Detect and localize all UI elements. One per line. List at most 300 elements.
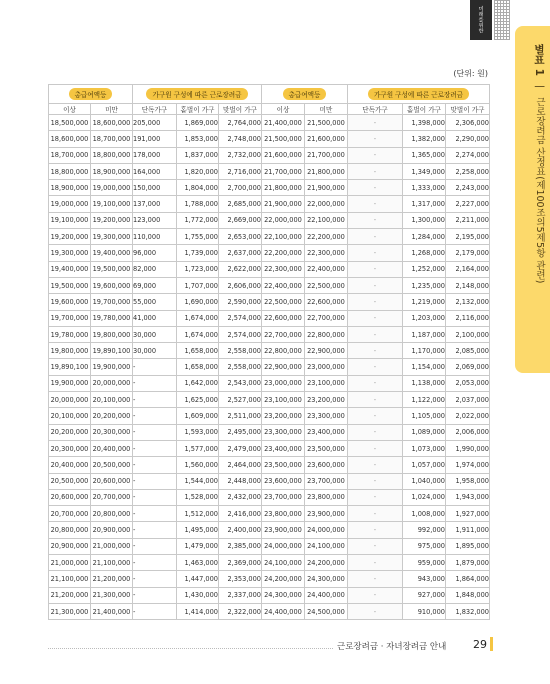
cell-income-below-right: 22,500,000 [305, 277, 348, 293]
group-benefit-left-label: 가구원 구성에 따른 근로장려금 [146, 88, 247, 100]
table-row [49, 359, 490, 375]
cell-single-right: - [348, 506, 403, 522]
cell-income-below: 19,300,000 [91, 229, 133, 245]
cell-income-below: 19,400,000 [91, 245, 133, 261]
cell-single: 123,000 [133, 212, 177, 228]
cell-income-above-right: 23,300,000 [262, 424, 305, 440]
cell-income-below-right: 24,000,000 [305, 522, 348, 538]
cell-income-above-right: 22,000,000 [262, 212, 305, 228]
cell-income-above-right: 24,300,000 [262, 587, 305, 603]
cell-single: - [133, 538, 177, 554]
corner-logo [470, 0, 492, 40]
cell-income-below: 20,200,000 [91, 408, 133, 424]
cell-income-below: 20,600,000 [91, 473, 133, 489]
cell-single-right: - [348, 457, 403, 473]
cell-single-right: - [348, 261, 403, 277]
cell-single-right: - [348, 522, 403, 538]
table-row [49, 424, 490, 440]
cell-income-below: 20,500,000 [91, 457, 133, 473]
cell-income-above-right: 23,600,000 [262, 473, 305, 489]
cell-income-above: 19,780,000 [49, 326, 91, 342]
cell-single-earner-right: 1,349,000 [403, 163, 446, 179]
cell-single-earner: 1,658,000 [177, 343, 219, 359]
cell-income-above: 19,600,000 [49, 294, 91, 310]
cell-income-below: 19,600,000 [91, 277, 133, 293]
cell-dual-earner: 2,606,000 [219, 277, 262, 293]
cell-single: - [133, 587, 177, 603]
col-header-single-earner-right: 홑벌이 가구 [403, 104, 446, 115]
cell-dual-earner: 2,527,000 [219, 392, 262, 408]
cell-income-below: 19,500,000 [91, 261, 133, 277]
cell-dual-earner-right: 2,306,000 [446, 115, 490, 131]
table-row [49, 603, 490, 619]
cell-dual-earner-right: 2,069,000 [446, 359, 490, 375]
table-row [49, 131, 490, 147]
cell-income-above: 20,500,000 [49, 473, 91, 489]
table-row [49, 212, 490, 228]
group-income-right [262, 85, 348, 104]
cell-single-earner: 1,837,000 [177, 147, 219, 163]
table-row [49, 310, 490, 326]
cell-dual-earner: 2,511,000 [219, 408, 262, 424]
col-header-single-right: 단독가구 [348, 104, 403, 115]
cell-income-below-right: 23,400,000 [305, 424, 348, 440]
col-header-below: 미만 [91, 104, 133, 115]
cell-dual-earner-right: 2,132,000 [446, 294, 490, 310]
cell-income-below: 19,000,000 [91, 180, 133, 196]
cell-income-above-right: 21,900,000 [262, 196, 305, 212]
cell-income-below: 18,800,000 [91, 147, 133, 163]
cell-single-earner: 1,674,000 [177, 310, 219, 326]
cell-income-below-right: 21,700,000 [305, 147, 348, 163]
table-row [49, 196, 490, 212]
cell-single-earner-right: 1,398,000 [403, 115, 446, 131]
table-row [49, 440, 490, 456]
cell-dual-earner: 2,622,000 [219, 261, 262, 277]
cell-single: - [133, 473, 177, 489]
cell-dual-earner-right: 1,958,000 [446, 473, 490, 489]
cell-income-above-right: 22,200,000 [262, 245, 305, 261]
cell-single-earner-right: 1,317,000 [403, 196, 446, 212]
cell-single-right: - [348, 587, 403, 603]
cell-single-earner-right: 1,122,000 [403, 392, 446, 408]
cell-single: - [133, 555, 177, 571]
cell-income-below: 19,700,000 [91, 294, 133, 310]
table-row [49, 506, 490, 522]
cell-dual-earner: 2,543,000 [219, 375, 262, 391]
cell-income-below: 20,400,000 [91, 440, 133, 456]
cell-dual-earner: 2,764,000 [219, 115, 262, 131]
cell-income-above-right: 22,300,000 [262, 261, 305, 277]
cell-income-above: 20,000,000 [49, 392, 91, 408]
cell-single-right: - [348, 473, 403, 489]
corner-logo-text: 미래를위한 [477, 6, 484, 34]
cell-dual-earner-right: 1,943,000 [446, 489, 490, 505]
cell-single-earner: 1,707,000 [177, 277, 219, 293]
cell-single-right: - [348, 196, 403, 212]
cell-dual-earner: 2,353,000 [219, 571, 262, 587]
cell-single: 137,000 [133, 196, 177, 212]
cell-income-below-right: 22,900,000 [305, 343, 348, 359]
cell-single-right: - [348, 180, 403, 196]
cell-dual-earner: 2,558,000 [219, 343, 262, 359]
cell-income-above-right: 24,100,000 [262, 555, 305, 571]
cell-income-below-right: 23,000,000 [305, 359, 348, 375]
cell-single-right: - [348, 424, 403, 440]
cell-single-right: - [348, 603, 403, 619]
cell-income-below-right: 24,200,000 [305, 555, 348, 571]
cell-single-earner: 1,739,000 [177, 245, 219, 261]
cell-single-right: - [348, 440, 403, 456]
cell-dual-earner-right: 1,927,000 [446, 506, 490, 522]
cell-income-above: 20,600,000 [49, 489, 91, 505]
cell-income-below-right: 21,900,000 [305, 180, 348, 196]
cell-income-below-right: 23,600,000 [305, 457, 348, 473]
table-row [49, 180, 490, 196]
cell-single-earner: 1,512,000 [177, 506, 219, 522]
cell-single-earner: 1,642,000 [177, 375, 219, 391]
cell-income-below-right: 23,900,000 [305, 506, 348, 522]
cell-income-above: 19,400,000 [49, 261, 91, 277]
cell-income-above-right: 22,500,000 [262, 294, 305, 310]
cell-single: - [133, 359, 177, 375]
cell-income-above: 20,400,000 [49, 457, 91, 473]
cell-single-earner-right: 1,057,000 [403, 457, 446, 473]
group-income-right-label: 총급여액등 [283, 88, 327, 100]
col-header-dual-earner: 맞벌이 가구 [219, 104, 262, 115]
cell-single: 41,000 [133, 310, 177, 326]
page-number-accent-bar [490, 637, 493, 651]
table-body [49, 115, 490, 620]
cell-single-earner: 1,853,000 [177, 131, 219, 147]
cell-single-right: - [348, 310, 403, 326]
cell-single-right: - [348, 538, 403, 554]
table-row [49, 587, 490, 603]
side-tab-label [532, 44, 547, 283]
cell-dual-earner: 2,322,000 [219, 603, 262, 619]
cell-single: - [133, 408, 177, 424]
table-row [49, 277, 490, 293]
cell-single: 55,000 [133, 294, 177, 310]
cell-income-below: 18,700,000 [91, 131, 133, 147]
cell-single-right: - [348, 392, 403, 408]
cell-single-earner: 1,674,000 [177, 326, 219, 342]
cell-single-earner-right: 1,365,000 [403, 147, 446, 163]
cell-income-above: 19,800,000 [49, 343, 91, 359]
cell-single-right: - [348, 163, 403, 179]
cell-income-above-right: 23,500,000 [262, 457, 305, 473]
cell-single-right: - [348, 229, 403, 245]
cell-single-earner: 1,560,000 [177, 457, 219, 473]
cell-single: - [133, 522, 177, 538]
cell-dual-earner: 2,432,000 [219, 489, 262, 505]
cell-single-right: - [348, 343, 403, 359]
cell-single-earner-right: 1,333,000 [403, 180, 446, 196]
cell-dual-earner: 2,685,000 [219, 196, 262, 212]
cell-income-below-right: 22,700,000 [305, 310, 348, 326]
cell-single-earner-right: 1,219,000 [403, 294, 446, 310]
annex-title: 근로장려금 산정표(제100조의5제5항 관련) [534, 97, 545, 284]
cell-income-above: 21,000,000 [49, 555, 91, 571]
cell-dual-earner-right: 2,195,000 [446, 229, 490, 245]
cell-single: 82,000 [133, 261, 177, 277]
cell-income-above: 21,100,000 [49, 571, 91, 587]
cell-income-above: 19,900,000 [49, 375, 91, 391]
cell-single-earner: 1,772,000 [177, 212, 219, 228]
cell-income-above-right: 21,700,000 [262, 163, 305, 179]
table-row [49, 375, 490, 391]
cell-income-below: 20,900,000 [91, 522, 133, 538]
cell-single-earner: 1,820,000 [177, 163, 219, 179]
cell-single-earner-right: 1,252,000 [403, 261, 446, 277]
cell-single-earner: 1,544,000 [177, 473, 219, 489]
cell-single-earner-right: 992,000 [403, 522, 446, 538]
cell-single-earner: 1,577,000 [177, 440, 219, 456]
cell-single-earner-right: 1,382,000 [403, 131, 446, 147]
cell-single-earner: 1,804,000 [177, 180, 219, 196]
col-header-dual-earner-right: 맞벌이 가구 [446, 104, 490, 115]
cell-dual-earner-right: 2,053,000 [446, 375, 490, 391]
cell-income-above-right: 23,800,000 [262, 506, 305, 522]
cell-income-above-right: 24,000,000 [262, 538, 305, 554]
cell-income-above: 19,000,000 [49, 196, 91, 212]
cell-income-above-right: 24,200,000 [262, 571, 305, 587]
cell-single: - [133, 392, 177, 408]
cell-single-earner: 1,869,000 [177, 115, 219, 131]
cell-single-right: - [348, 489, 403, 505]
cell-income-below: 19,780,000 [91, 310, 133, 326]
cell-income-below-right: 21,500,000 [305, 115, 348, 131]
cell-single: 30,000 [133, 343, 177, 359]
cell-single-earner: 1,609,000 [177, 408, 219, 424]
cell-dual-earner-right: 2,022,000 [446, 408, 490, 424]
cell-dual-earner: 2,748,000 [219, 131, 262, 147]
cell-single-earner-right: 1,008,000 [403, 506, 446, 522]
table-row [49, 538, 490, 554]
cell-income-below: 19,200,000 [91, 212, 133, 228]
group-benefit-right-label: 가구원 구성에 따른 근로장려금 [368, 88, 469, 100]
cell-income-below-right: 24,100,000 [305, 538, 348, 554]
cell-dual-earner: 2,464,000 [219, 457, 262, 473]
cell-income-above: 20,100,000 [49, 408, 91, 424]
cell-income-above: 20,200,000 [49, 424, 91, 440]
cell-single: 150,000 [133, 180, 177, 196]
table-header-groups [49, 85, 490, 104]
cell-income-below: 20,300,000 [91, 424, 133, 440]
cell-income-above: 21,300,000 [49, 603, 91, 619]
table-row [49, 555, 490, 571]
cell-income-below-right: 23,800,000 [305, 489, 348, 505]
cell-income-above: 20,300,000 [49, 440, 91, 456]
cell-income-below-right: 24,400,000 [305, 587, 348, 603]
cell-dual-earner: 2,416,000 [219, 506, 262, 522]
table-row [49, 457, 490, 473]
cell-dual-earner: 2,369,000 [219, 555, 262, 571]
cell-single-earner-right: 1,073,000 [403, 440, 446, 456]
cell-single-earner-right: 1,154,000 [403, 359, 446, 375]
cell-single-earner-right: 1,040,000 [403, 473, 446, 489]
cell-income-above: 18,800,000 [49, 163, 91, 179]
cell-income-below-right: 24,500,000 [305, 603, 348, 619]
cell-single-right: - [348, 555, 403, 571]
cell-single-right: - [348, 131, 403, 147]
cell-single-earner: 1,463,000 [177, 555, 219, 571]
footer-dotted-rule [48, 648, 333, 649]
cell-income-below-right: 22,300,000 [305, 245, 348, 261]
cell-single-earner: 1,690,000 [177, 294, 219, 310]
cell-single-earner: 1,755,000 [177, 229, 219, 245]
cell-dual-earner-right: 2,179,000 [446, 245, 490, 261]
unit-label: (단위: 원) [453, 69, 488, 78]
cell-income-above-right: 22,100,000 [262, 229, 305, 245]
table-row [49, 343, 490, 359]
cell-single-earner: 1,593,000 [177, 424, 219, 440]
cell-dual-earner-right: 2,274,000 [446, 147, 490, 163]
cell-income-above-right: 21,800,000 [262, 180, 305, 196]
cell-single: 30,000 [133, 326, 177, 342]
cell-income-above-right: 22,700,000 [262, 326, 305, 342]
cell-single: - [133, 457, 177, 473]
cell-dual-earner-right: 1,990,000 [446, 440, 490, 456]
cell-single: - [133, 375, 177, 391]
cell-single-earner: 1,414,000 [177, 603, 219, 619]
cell-income-below: 20,800,000 [91, 506, 133, 522]
cell-dual-earner: 2,448,000 [219, 473, 262, 489]
cell-dual-earner: 2,637,000 [219, 245, 262, 261]
cell-single-earner: 1,625,000 [177, 392, 219, 408]
cell-single-earner-right: 927,000 [403, 587, 446, 603]
cell-single-earner-right: 910,000 [403, 603, 446, 619]
cell-dual-earner-right: 1,911,000 [446, 522, 490, 538]
cell-single-earner: 1,528,000 [177, 489, 219, 505]
cell-single: 178,000 [133, 147, 177, 163]
cell-single-earner-right: 1,284,000 [403, 229, 446, 245]
cell-single-right: - [348, 326, 403, 342]
table-row [49, 473, 490, 489]
cell-income-below: 19,100,000 [91, 196, 133, 212]
cell-income-above: 18,700,000 [49, 147, 91, 163]
cell-single: 205,000 [133, 115, 177, 131]
cell-dual-earner-right: 2,290,000 [446, 131, 490, 147]
cell-income-below: 20,100,000 [91, 392, 133, 408]
cell-dual-earner: 2,337,000 [219, 587, 262, 603]
cell-dual-earner: 2,732,000 [219, 147, 262, 163]
cell-dual-earner: 2,400,000 [219, 522, 262, 538]
group-benefit-left [133, 85, 262, 104]
cell-single: 164,000 [133, 163, 177, 179]
col-header-single-earner: 홑벌이 가구 [177, 104, 219, 115]
cell-single-earner-right: 1,268,000 [403, 245, 446, 261]
group-benefit-right [348, 85, 490, 104]
cell-income-above-right: 23,000,000 [262, 375, 305, 391]
cell-single-right: - [348, 212, 403, 228]
cell-dual-earner-right: 1,879,000 [446, 555, 490, 571]
cell-single-earner-right: 1,203,000 [403, 310, 446, 326]
cell-single-earner: 1,495,000 [177, 522, 219, 538]
table-row [49, 163, 490, 179]
cell-income-below-right: 23,200,000 [305, 392, 348, 408]
cell-income-below-right: 21,600,000 [305, 131, 348, 147]
cell-dual-earner-right: 2,243,000 [446, 180, 490, 196]
cell-income-below-right: 21,800,000 [305, 163, 348, 179]
cell-dual-earner-right: 1,832,000 [446, 603, 490, 619]
cell-single-earner-right: 1,089,000 [403, 424, 446, 440]
cell-income-below-right: 22,100,000 [305, 212, 348, 228]
cell-dual-earner-right: 2,211,000 [446, 212, 490, 228]
cell-income-above-right: 23,200,000 [262, 408, 305, 424]
cell-dual-earner-right: 2,258,000 [446, 163, 490, 179]
cell-dual-earner-right: 1,848,000 [446, 587, 490, 603]
cell-income-above-right: 23,400,000 [262, 440, 305, 456]
cell-income-below: 21,000,000 [91, 538, 133, 554]
cell-income-below-right: 23,300,000 [305, 408, 348, 424]
benefit-table [48, 84, 490, 620]
cell-single-right: - [348, 294, 403, 310]
cell-income-below-right: 23,500,000 [305, 440, 348, 456]
cell-income-above: 19,200,000 [49, 229, 91, 245]
cell-dual-earner-right: 2,164,000 [446, 261, 490, 277]
cell-single-earner-right: 1,300,000 [403, 212, 446, 228]
cell-income-below-right: 22,600,000 [305, 294, 348, 310]
cell-income-below-right: 22,400,000 [305, 261, 348, 277]
cell-dual-earner-right: 2,006,000 [446, 424, 490, 440]
cell-dual-earner-right: 1,864,000 [446, 571, 490, 587]
cell-income-below-right: 23,100,000 [305, 375, 348, 391]
footer-title: 근로장려금 · 자녀장려금 안내 [337, 642, 447, 652]
cell-income-below: 19,890,100 [91, 343, 133, 359]
cell-income-below-right: 22,200,000 [305, 229, 348, 245]
cell-dual-earner: 2,495,000 [219, 424, 262, 440]
cell-single-earner-right: 1,024,000 [403, 489, 446, 505]
cell-single-earner-right: 1,170,000 [403, 343, 446, 359]
cell-income-above: 20,700,000 [49, 506, 91, 522]
cell-dual-earner: 2,479,000 [219, 440, 262, 456]
col-header-single: 단독가구 [133, 104, 177, 115]
cell-dual-earner: 2,558,000 [219, 359, 262, 375]
cell-income-above-right: 21,600,000 [262, 147, 305, 163]
table-row [49, 392, 490, 408]
cell-single-earner: 1,479,000 [177, 538, 219, 554]
cell-income-above-right: 22,800,000 [262, 343, 305, 359]
cell-dual-earner: 2,653,000 [219, 229, 262, 245]
cell-dual-earner: 2,574,000 [219, 310, 262, 326]
table-row [49, 294, 490, 310]
cell-single: 191,000 [133, 131, 177, 147]
cell-single-earner: 1,430,000 [177, 587, 219, 603]
cell-single-earner-right: 1,187,000 [403, 326, 446, 342]
cell-income-above-right: 23,900,000 [262, 522, 305, 538]
cell-dual-earner: 2,700,000 [219, 180, 262, 196]
cell-income-below-right: 24,300,000 [305, 571, 348, 587]
cell-income-below: 20,000,000 [91, 375, 133, 391]
cell-single-right: - [348, 571, 403, 587]
table-header-columns [49, 104, 490, 115]
cell-dual-earner: 2,590,000 [219, 294, 262, 310]
cell-single-earner-right: 959,000 [403, 555, 446, 571]
cell-income-above-right: 21,400,000 [262, 115, 305, 131]
cell-single-earner-right: 975,000 [403, 538, 446, 554]
cell-single-right: - [348, 359, 403, 375]
cell-dual-earner: 2,574,000 [219, 326, 262, 342]
cell-income-below-right: 22,000,000 [305, 196, 348, 212]
table-row [49, 489, 490, 505]
cell-income-below: 19,900,000 [91, 359, 133, 375]
cell-single-right: - [348, 408, 403, 424]
cell-income-above-right: 23,100,000 [262, 392, 305, 408]
cell-single-earner-right: 943,000 [403, 571, 446, 587]
cell-income-above: 19,700,000 [49, 310, 91, 326]
cell-dual-earner: 2,669,000 [219, 212, 262, 228]
